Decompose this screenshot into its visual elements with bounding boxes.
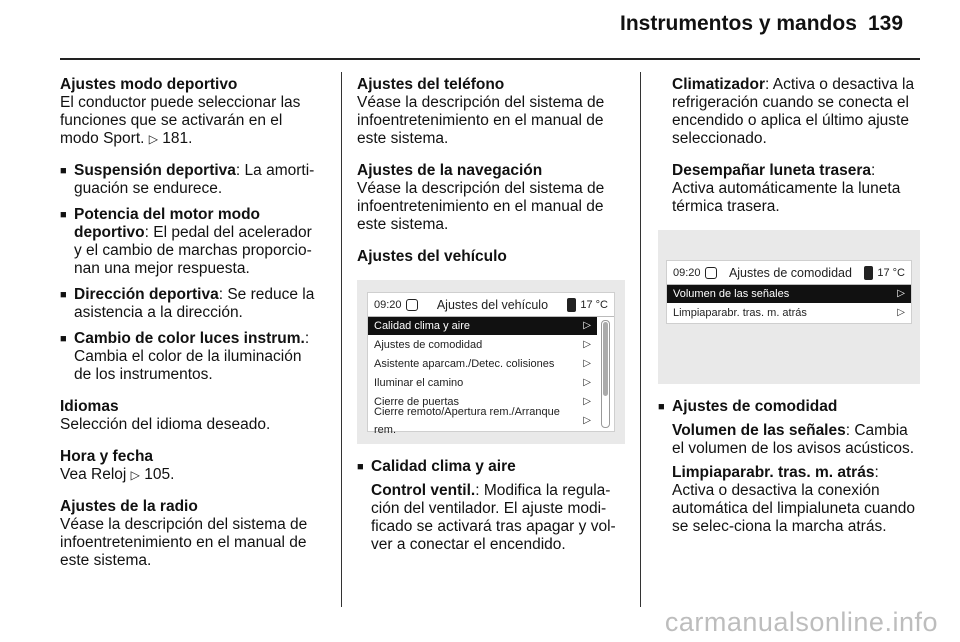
column-1 <box>60 76 322 584</box>
column-2 <box>357 76 625 568</box>
screen-temp: 17 °C <box>877 266 905 279</box>
sync-icon <box>705 267 717 279</box>
menu-item: Asistente aparcam./Detec. colisiones ▷ <box>368 355 597 374</box>
section-radio <box>60 498 322 570</box>
section-heading: Ajustes del teléfono <box>357 76 505 93</box>
section-heading: Ajustes de la radio <box>60 498 198 515</box>
ref-arrow-icon: ▷ <box>148 132 158 146</box>
page-ref: 105. <box>139 466 175 483</box>
chevron-right-icon: ▷ <box>583 320 591 331</box>
screen-title: Ajustes de comodidad <box>728 265 852 280</box>
menu-item: Limpiaparabr. tras. m. atrás ▷ <box>667 304 911 323</box>
page-ref: 181. <box>157 130 193 147</box>
section-text: Véase la descripción del sistema de infoentretenimiento en el manual de este sistema. <box>357 94 605 147</box>
section-sport <box>60 76 322 148</box>
list-item: ■ Dirección deportiva: Se reduce la asistencia a la dirección. <box>60 286 322 322</box>
page-number: 139 <box>868 12 904 35</box>
chevron-right-icon: ▷ <box>583 339 591 350</box>
column-divider-2 <box>640 72 641 607</box>
list-item: ■ Ajustes de comodidad Volumen de las señales: Cambia el volumen de los avisos acústicos. Limpiaparabr. tras. m. atrás: Activa o desactiva la conexión automática del limpialuneta cuando se selec-ciona la marcha atrás. <box>658 398 920 536</box>
section-heading: Idiomas <box>60 398 119 415</box>
section-heading: Ajustes modo deportivo <box>60 76 238 93</box>
thermometer-icon <box>567 298 576 312</box>
screen-status-bar <box>667 261 911 285</box>
chevron-right-icon: ▷ <box>583 396 591 407</box>
list-item: ■ Suspensión deportiva: La amorti-guación se endurece. <box>60 162 322 198</box>
column-divider-1 <box>341 72 342 607</box>
chevron-right-icon: ▷ <box>583 415 591 426</box>
chevron-right-icon: ▷ <box>897 288 905 299</box>
screen-status-bar <box>368 293 614 317</box>
list-item: ■ Potencia del motor modo deportivo: El pedal del acelerador y el cambio de marchas proporcio-nan una mejor respuesta. <box>60 206 322 278</box>
list-item: ■ Calidad clima y aire Control ventil.: Modifica la regula-ción del ventilador. El ajuste modi-ficado se activará tras apagar y vol-ver a conectar el encendido. <box>357 458 625 554</box>
item-climatizador: Climatizador: Activa o desactiva la refrigeración cuando se conecta el encendido o aplica el último ajuste seleccionado. <box>672 76 915 147</box>
section-text: Véase la descripción del sistema de infoentretenimiento en el manual de este sistema. <box>357 180 605 233</box>
section-navegacion <box>357 162 625 234</box>
comodidad-list <box>658 398 920 536</box>
sync-icon <box>406 299 418 311</box>
column-3 <box>658 76 920 550</box>
menu-item: Cierre de puertas ▷ <box>368 393 597 412</box>
section-heading: Ajustes de la navegación <box>357 162 543 179</box>
watermark: carmanualsonline.info <box>664 607 938 637</box>
display-screen <box>666 260 912 324</box>
section-text: Selección del idioma deseado. <box>60 416 271 433</box>
screen-title: Ajustes del vehículo <box>436 297 549 312</box>
section-heading: Hora y fecha <box>60 448 154 465</box>
menu-item: Volumen de las señales ▷ <box>667 285 911 304</box>
chevron-right-icon: ▷ <box>583 358 591 369</box>
menu-item: Calidad clima y aire ▷ <box>368 317 597 336</box>
menu-item: Iluminar el camino ▷ <box>368 374 597 393</box>
list-item: ■ Cambio de color luces instrum.: Cambia el color de la iluminación de los instrumentos. <box>60 330 322 384</box>
screen-scrollbar <box>601 320 610 428</box>
item-luneta: Desempañar luneta trasera: Activa automáticamente la luneta térmica trasera. <box>672 162 901 215</box>
sport-list <box>60 162 322 384</box>
section-heading-vehiculo: Ajustes del vehículo <box>357 248 507 265</box>
chevron-right-icon: ▷ <box>897 307 905 318</box>
section-text: El conductor puede seleccionar las funciones que se activarán en el modo Sport. ▷ 181. <box>60 94 301 147</box>
screen-menu <box>667 285 911 323</box>
screen-time: 09:20 <box>374 298 402 311</box>
screen-time: 09:20 <box>673 266 701 279</box>
screen-temp: 17 °C <box>580 298 608 311</box>
chevron-right-icon: ▷ <box>583 377 591 388</box>
menu-item: Cierre remoto/Apertura rem./Arranque rem. ▷ <box>368 412 597 431</box>
vehicle-settings-screenshot <box>357 280 625 444</box>
section-hora <box>60 448 322 484</box>
page-title: Instrumentos y mandos <box>620 12 857 35</box>
clima-list <box>357 458 625 554</box>
header-rule <box>60 58 920 60</box>
thermometer-icon <box>864 266 873 280</box>
section-text: Vea Reloj ▷ 105. <box>60 466 175 483</box>
section-idiomas <box>60 398 322 434</box>
comfort-settings-screenshot <box>658 230 920 384</box>
menu-item: Ajustes de comodidad ▷ <box>368 336 597 355</box>
section-text: Véase la descripción del sistema de infoentretenimiento en el manual de este sistema. <box>60 516 308 569</box>
section-telefono <box>357 76 625 148</box>
ref-arrow-icon: ▷ <box>130 468 140 482</box>
display-screen <box>367 292 615 436</box>
screen-menu <box>368 317 597 436</box>
